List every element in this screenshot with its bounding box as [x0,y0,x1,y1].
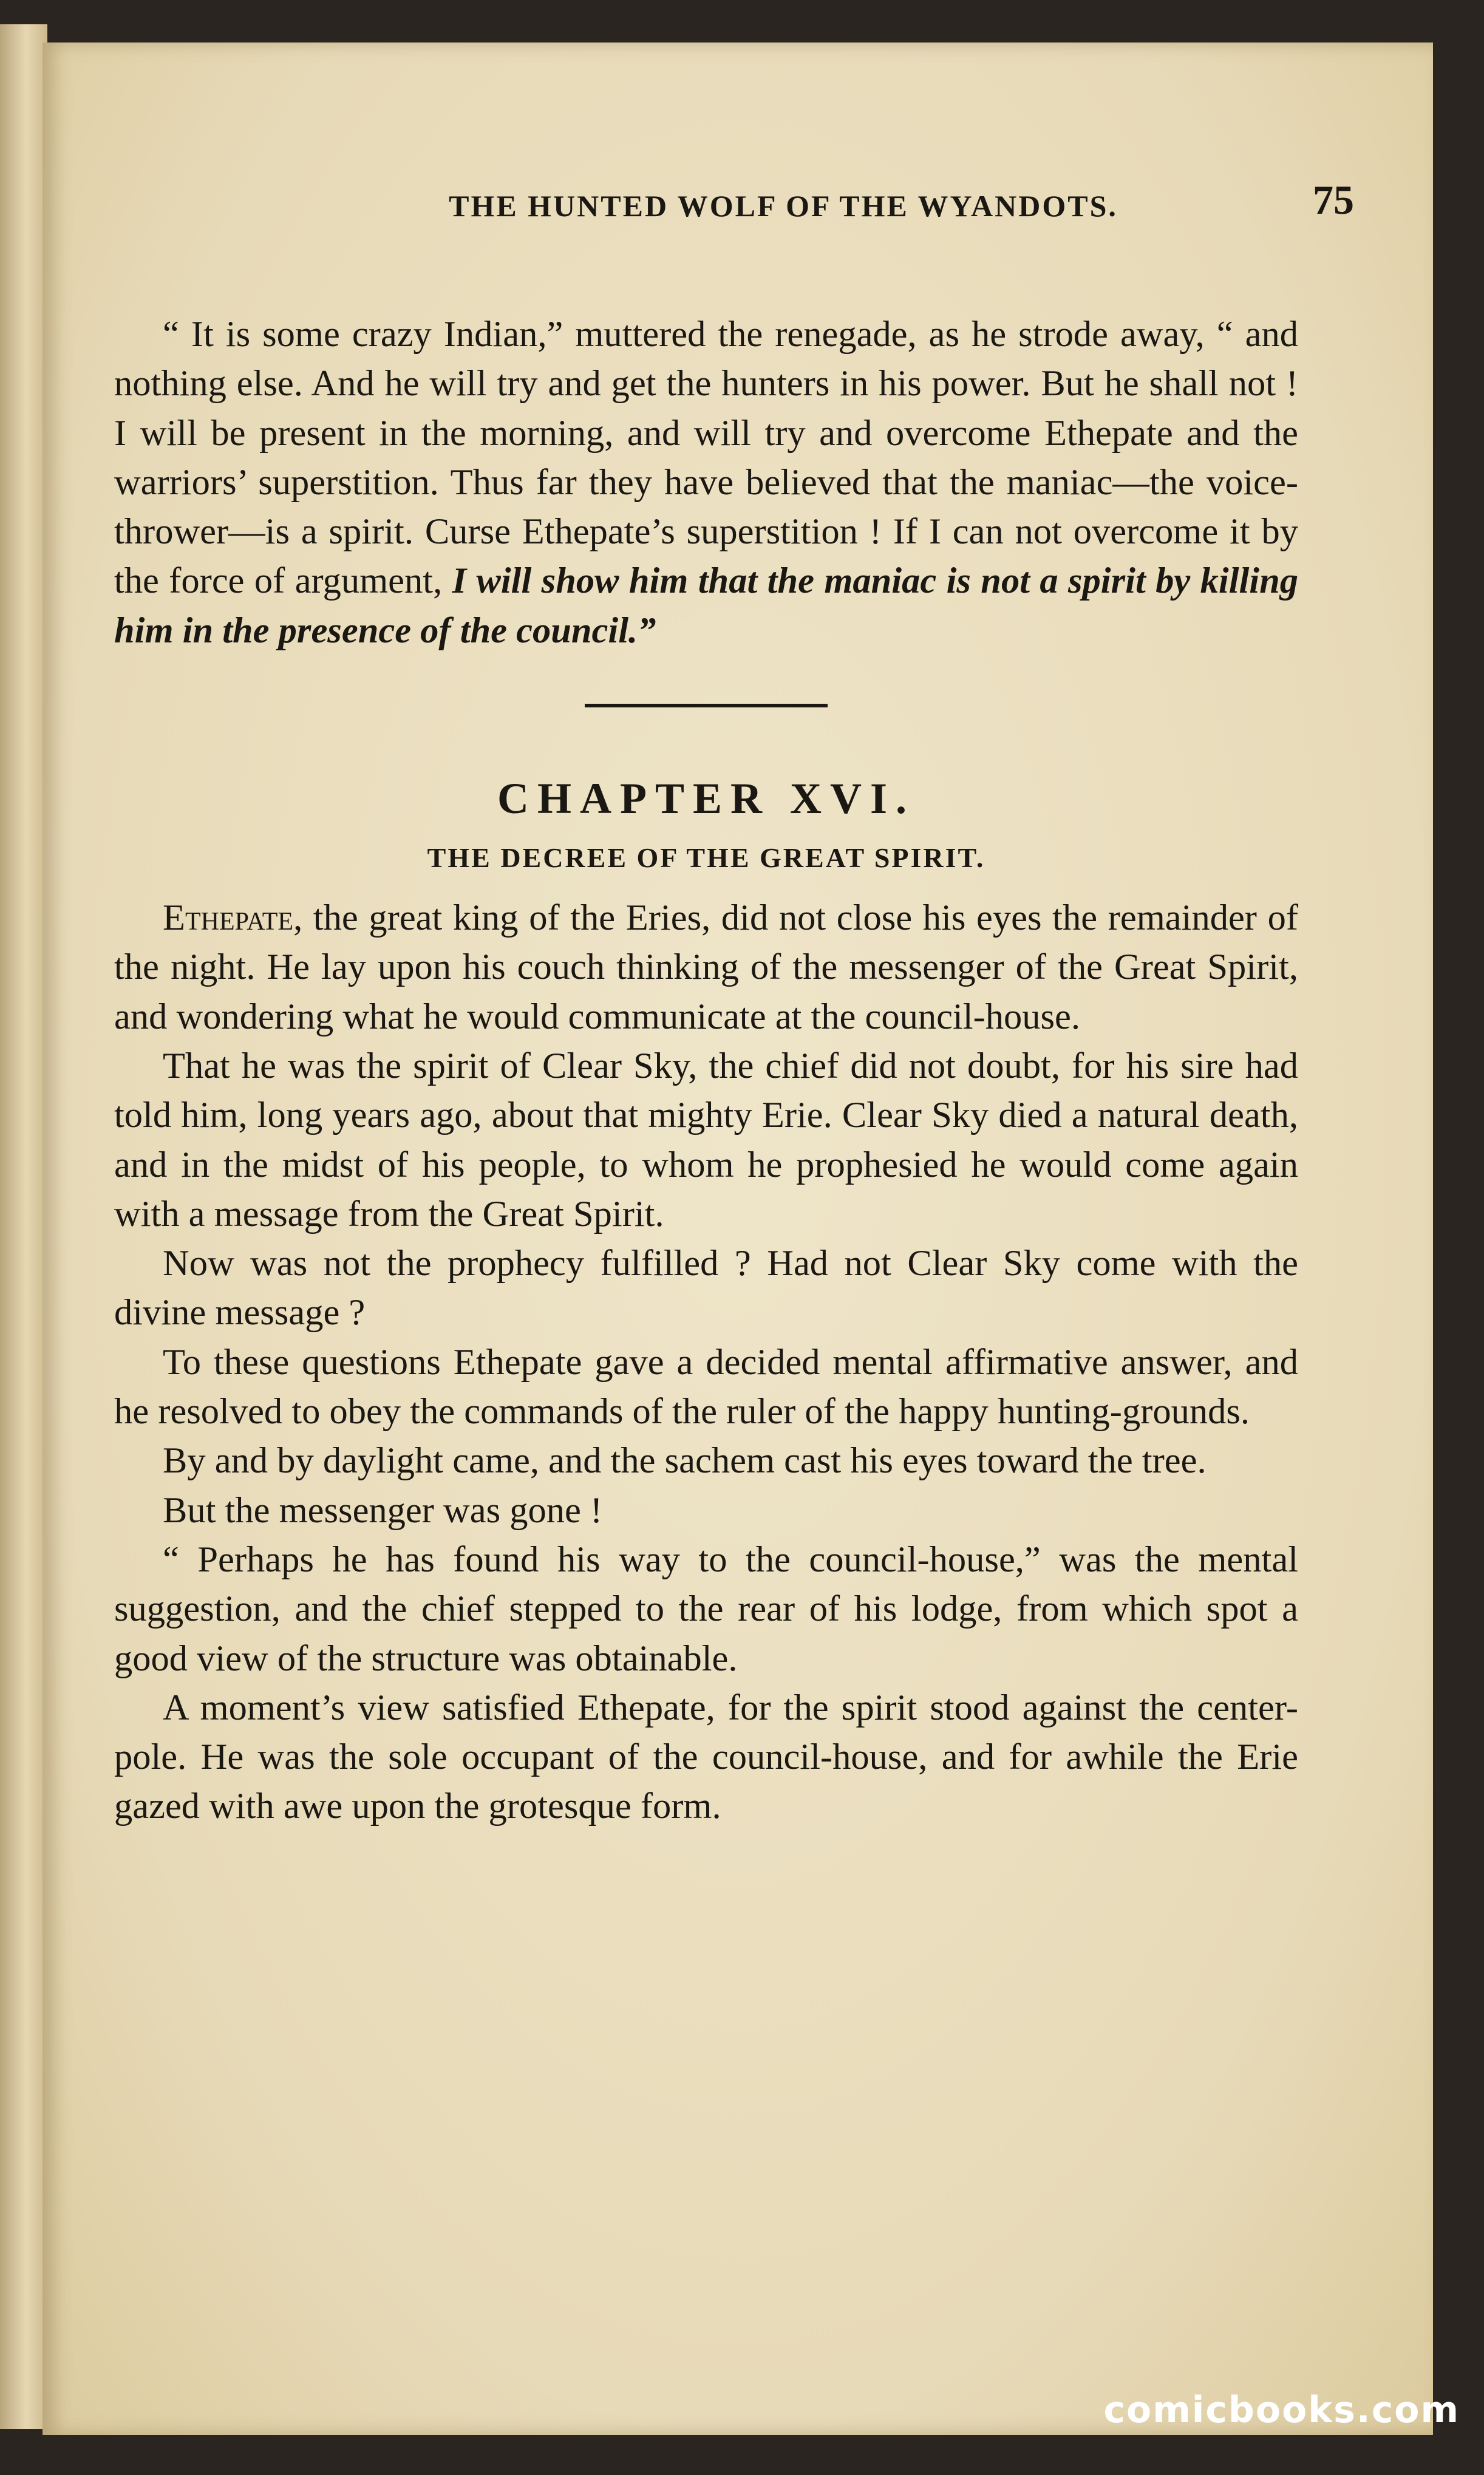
chapter-title: CHAPTER XVI. [497,774,916,823]
chapter-subtitle: THE DECREE OF THE GREAT SPIRIT. [427,842,985,874]
paragraph: “ Perhaps he has found his way to the council-house,” was the mental suggestion, and the chief stepped to the rear of his lodge, from which spot a good view of the structure was obtainable. [114,1539,1298,1679]
page-number: 75 [1313,177,1354,223]
running-head [310,176,1354,237]
running-title: THE HUNTED WOLF OF THE WYANDOTS. [449,189,1118,223]
emphasized-text: I will show him that the maniac is not a spirit by killing him in the presence of the council.” [114,560,1299,651]
paragraph [114,310,1298,655]
paragraph: To these questions Ethepate gave a decided mental affirmative answer, and he resolved to obey the commands of the ruler of the happy hunting-grounds. [114,1341,1298,1432]
paragraph: That he was the spirit of Clear Sky, the chief did not doubt, for his sire had told him, long years ago, about that mighty Erie. Clear Sky died a natural death, and in the midst of his people, to whom he prophesied he would come again with a message from the Great Spirit. [114,1045,1298,1234]
book-page [43,43,1433,2435]
paragraph-text: “ It is some crazy Indian,” muttered the renegade, as he strode away, “ and nothing else. And he will try and get the hunters in his power. But he shall not ! I will be present in the morning, and will try and overcome Ethepate and the warriors’ superstition. Thus far they have believed that the maniac—the voice-thrower—is a spirit. Curse Ethepate’s superstition ! If I can not overcome it by the force of argument, [114,314,1298,602]
previous-page-edge [0,24,47,2429]
paragraph: A moment’s view satisfied Ethepate, for the spirit stood against the center-pole. He was the sole occupant of the council-house, and for awhile the Erie gazed with awe upon the grotesque form. [114,1687,1298,1827]
body-text [114,310,1298,1831]
paragraph: By and by daylight came, and the sachem cast his eyes toward the tree. [163,1440,1207,1482]
paragraph [114,893,1298,1041]
watermark: comicbooks.com [1103,2389,1460,2431]
paragraph-text: the great king of the Eries, did not close his eyes the remainder of the night. He lay upon his couch thinking of the messenger of the Great Spirit, and wondering what he would communicate at the council-house. [114,897,1298,1037]
section-rule [585,704,828,707]
paragraph: Now was not the prophecy fulfilled ? Had not Clear Sky come with the divine message ? [114,1243,1298,1333]
chapter-first-word: Ethepate, [163,897,303,939]
paragraph: But the messenger was gone ! [163,1489,603,1531]
